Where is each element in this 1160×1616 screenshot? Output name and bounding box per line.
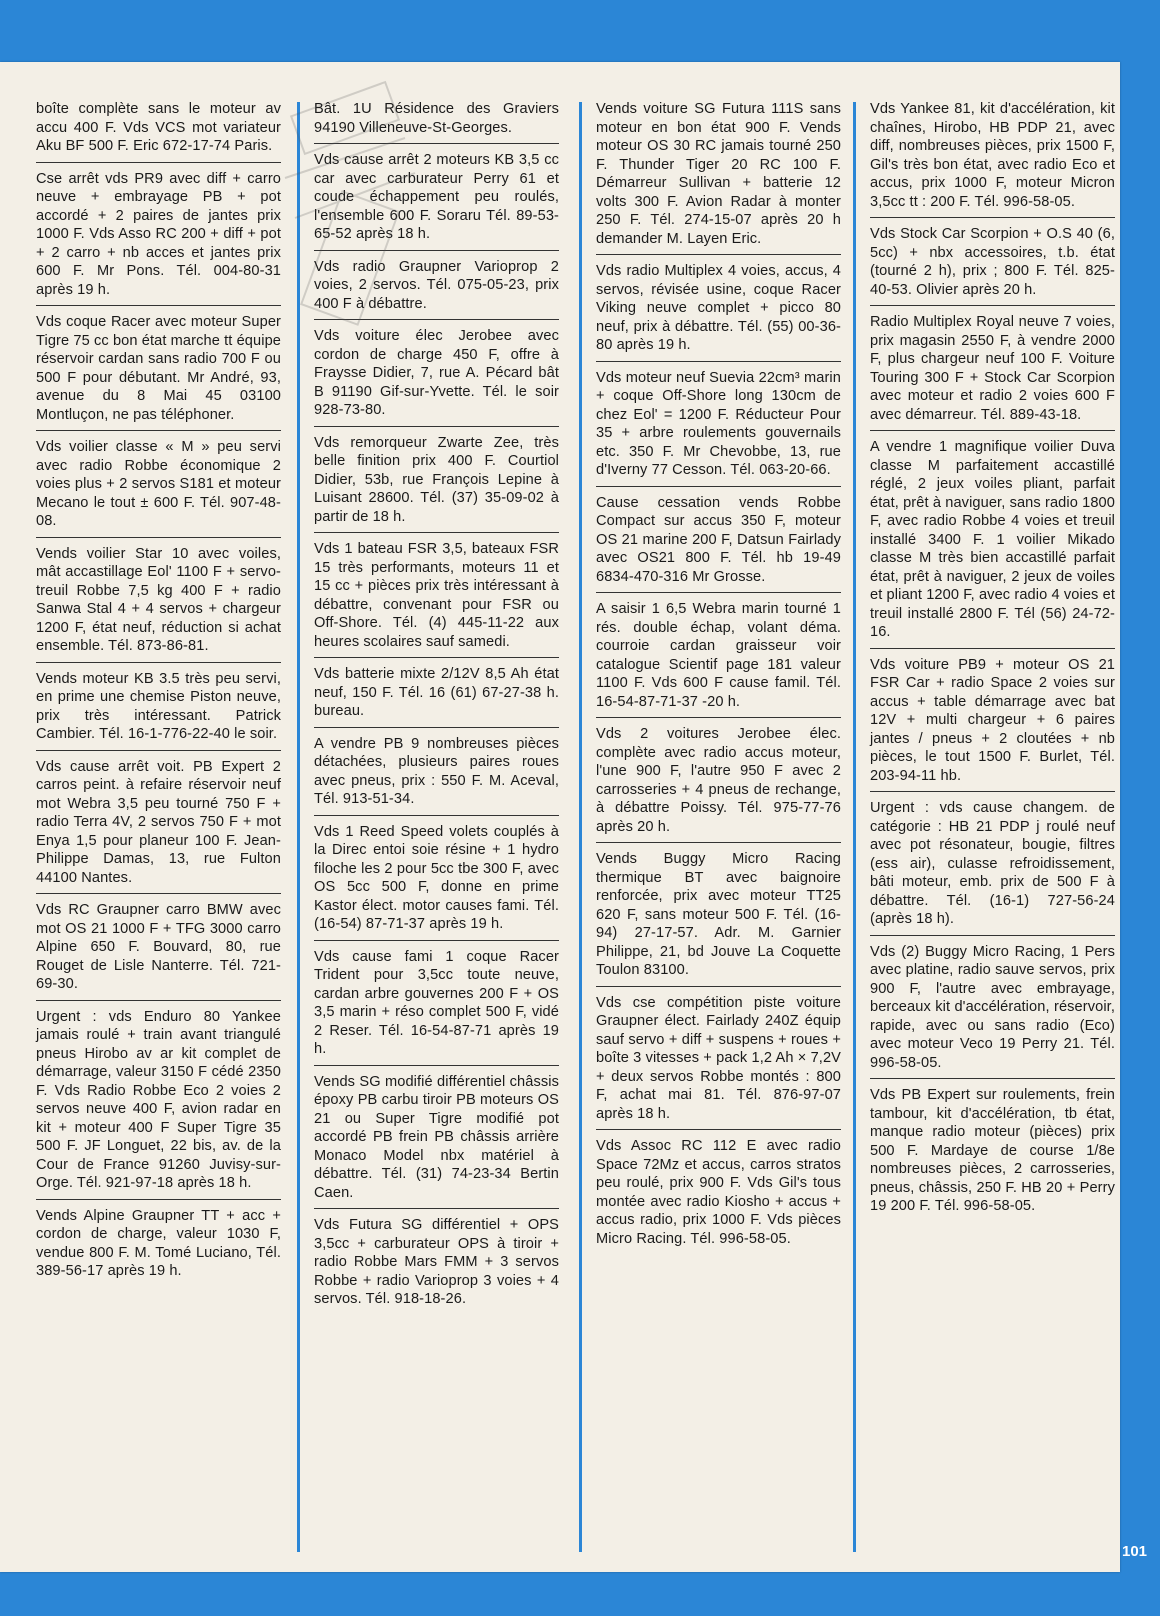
classified-ad: Vds cause fami 1 coque Racer Trident pour 3,5cc toute neuve, cardan arbre gouvernes 200 F + OS 3,5 marin + réso complet 500 F, vidé 2 Reser. Tél. 16-54-87-71 après 19 h.	[314, 946, 559, 1066]
classified-ad: Vds 2 voitures Jerobee élec. complète avec radio accus moteur, l'une 900 F, l'autre 950 F avec 2 carrosseries + 4 pneus de rechange, à débattre Poissy. Tél. 975-77-76 après 20 h.	[596, 723, 841, 843]
column-divider	[297, 102, 300, 1552]
classified-ad: Vds Futura SG différentiel + OPS 3,5cc + carburateur OPS à tiroir + radio Robbe Mars FMM + 3 servos Robbe + radio Varioprop 3 voies + 4 servos. Tél. 918-18-26.	[314, 1217, 559, 1307]
classified-ad: Vds remorqueur Zwarte Zee, très belle finition prix 400 F. Courtiol Didier, 53b, rue François Lepine à Luisant 28600. Tél. (37) 35-09-02 à partir de 18 h.	[314, 432, 559, 534]
classified-ad: Vds moteur neuf Suevia 22cm³ marin + coque Off-Shore long 130cm de chez Eol' = 1200 F. Réducteur Pour 35 + arbre roulements gouvernails etc. 350 F. Mr Chevobbe, 13, rue d'Iverny 77 Cesson. Tél. 063-20-66.	[596, 367, 841, 487]
classified-ad: Urgent : vds cause changem. de catégorie : HB 21 PDP j roulé neuf avec pot résonateur, bougie, filtres (ess air), culasse refroidissement, bâti moteur, emb. prix de 500 F à débattre. Tél. (16-1) 727-56-24 (après 18 h).	[870, 797, 1115, 936]
classified-columns	[36, 98, 1115, 1558]
classified-ad: Urgent : vds Enduro 80 Yankee jamais roulé + train avant triangulé pneus Hirobo av ar kit complet de démarrage, valeur 3150 F cédé 2350 F. Vds Radio Robbe Eco 2 voies 2 servos neuve 400 F, avion radar en kit + moteur 400 F Super Tigre 35 500 F. JF Longuet, 22 bis, av. de la Cour de France 91260 Juvisy-sur-Orge. Tél. 921-97-18 après 18 h.	[36, 1006, 281, 1200]
column-divider	[579, 102, 582, 1552]
column-2	[314, 98, 559, 1320]
classified-ad: A vendre PB 9 nombreuses pièces détachées, plusieurs paires roues avec pneus, prix : 550 F. M. Aceval, Tél. 913-51-34.	[314, 733, 559, 816]
classified-ad: Vds cse compétition piste voiture Graupner élect. Fairlady 240Z équip sauf servo + diff + suspens + roues + boîte 3 vitesses + pack 1,2 Ah × 7,2V + deux servos Robbe montés : 800 F, achat mai 81. Tél. 876-97-07 après 18 h.	[596, 992, 841, 1131]
classified-ad: Vds voiture élec Jerobee avec cordon de charge 450 F, offre à Fraysse Didier, 7, rue A. Pécard bât B 91190 Gif-sur-Yvette. Tél. le soir 928-73-80.	[314, 325, 559, 427]
magazine-page	[0, 62, 1120, 1572]
classified-ad: boîte complète sans le moteur av accu 400 F. Vds VCS mot variateur Aku BF 500 F. Eric 672-17-74 Paris.	[36, 98, 281, 163]
classified-ad: Vends SG modifié différentiel châssis époxy PB carbu tiroir PB moteurs OS 21 ou Super Tigre modifié pot accordé PB frein PB châssis arrière Monaco Model nbx matériel à débattre. Tél. (31) 74-23-34 Bertin Caen.	[314, 1071, 559, 1210]
column-3	[596, 98, 841, 1259]
classified-ad: Vds batterie mixte 2/12V 8,5 Ah état neuf, 150 F. Tél. 16 (61) 67-27-38 h. bureau.	[314, 663, 559, 728]
classified-ad: Vds radio Multiplex 4 voies, accus, 4 servos, révisée usine, coque Racer Viking neuve complet + picco 80 neuf, prix à débattre. Tél. (55) 00-36-80 après 19 h.	[596, 260, 841, 362]
classified-ad: Vends voiture SG Futura 111S sans moteur en bon état 900 F. Vends moteur OS 30 RC jamais tourné 250 F. Thunder Tiger 20 RC 100 F. Démarreur Sullivan + batterie 12 volts 300 F. Avion Radar à monter 250 F. Tél. 274-15-07 après 20 h demander M. Layen Eric.	[596, 98, 841, 255]
classified-ad: Vds Assoc RC 112 E avec radio Space 72Mz et accus, carros stratos peu roulé, prix 900 F. Vds Gil's tous montée avec radio Kiosho + accus + accus radio, prix 1000 F. Vds pièces Micro Racing. Tél. 996-58-05.	[596, 1138, 841, 1247]
column-4	[870, 98, 1115, 1227]
classified-ad: Vds voiture PB9 + moteur OS 21 FSR Car + radio Space 2 voies sur accus + table démarrage avec bat 12V + multi chargeur + 6 paires jantes / pneus + 2 cloutées + nb pièces, le tout 1500 F. Burlet, Tél. 203-94-11 hb.	[870, 654, 1115, 793]
classified-ad: Vds RC Graupner carro BMW avec mot OS 21 1000 F + TFG 3000 carro Alpine 650 F. Bouvard, 80, rue Rouget de Lisle Nanterre. Tél. 721-69-30.	[36, 899, 281, 1001]
classified-ad: A vendre 1 magnifique voilier Duva classe M parfaitement accastillé réglé, 2 jeux voiles pliant, parfait état, prêt à naviguer, sans radio 1800 F, avec radio Robbe 4 voies et treuil installé 3400 F. 1 voilier Mikado classe M très bien accastillé parfait état, prêt à naviguer, 2 jeux de voiles et pliant 1200 F, avec radio 4 voies et treuil installé 2800 F. Tél (56) 24-72-16.	[870, 436, 1115, 649]
classified-ad: Vds cause arrêt voit. PB Expert 2 carros peint. à refaire réservoir neuf mot Webra 3,5 peu tourné 750 F + radio Terra 4V, 2 servos 750 F + mot Enya 1,5 pour planeur 100 F. Jean-Philippe Damas, 13, rue Fulton 44100 Nantes.	[36, 756, 281, 895]
classified-ad: Vds PB Expert sur roulements, frein tambour, kit d'accélération, tb état, manque radio moteur (pièces) prix 500 F. Mardaye de course 1/8e nombreuses pièces, 2 carrosseries, pneus, châssis, 250 F. HB 20 + Perry 19 200 F. Tél. 996-58-05.	[870, 1087, 1115, 1214]
classified-ad: Vds coque Racer avec moteur Super Tigre 75 cc bon état marche tt équipe réservoir cardan sans radio 700 F ou 500 F pour débutant. Mr André, 93, avenue du 8 Mai 45 03100 Montluçon, ne pas téléphoner.	[36, 311, 281, 431]
classified-ad: Vends moteur KB 3.5 très peu servi, en prime une chemise Piston neuve, prix très intéressant. Patrick Cambier. Tél. 16-1-776-22-40 le soir.	[36, 668, 281, 751]
classified-ad: Vds Yankee 81, kit d'accélération, kit chaînes, Hirobo, HB PDP 21, avec diff, nombreuses pièces, prix 1500 F, Gil's très bon état, avec radio Eco et accus, prix 1000 F, moteur Micron 3,5cc tt : 200 F. Tél. 996-58-05.	[870, 98, 1115, 218]
classified-ad: Vds voilier classe « M » peu servi avec radio Robbe économique 2 voies plus + 2 servos S181 et moteur Mecano le tout ± 600 F. Tél. 907-48-08.	[36, 436, 281, 538]
classified-ad: Vds (2) Buggy Micro Racing, 1 Pers avec platine, radio sauve servos, prix 900 F, l'autre avec embrayage, berceaux kit d'accélération, réservoir, rapide, avec ou sans radio (Eco) avec moteur Veco 19 Perry 21. Tél. 996-58-05.	[870, 941, 1115, 1080]
classified-ad: Vends voilier Star 10 avec voiles, mât accastillage Eol' 1100 F + servo-treuil Robbe 7,5 kg 400 F + radio Sanwa Stal 4 + 4 servos + chargeur 1200 F, état neuf, réduction si achat ensemble. Tél. 873-86-81.	[36, 543, 281, 663]
classified-ad: Cse arrêt vds PR9 avec diff + carro neuve + embrayage PB + pot accordé + 2 paires de jantes prix 1000 F. Vds Asso RC 200 + diff + pot + 2 carro + nb acces et jantes prix 600 F. Mr Pons. Tél. 004-80-31 après 19 h.	[36, 168, 281, 307]
classified-ad: Vds 1 Reed Speed volets couplés à la Direc entoi soie résine + 1 hydro filoche les 2 pour 5cc tbe 300 F, avec OS 5cc 500 F, donne en prime Kastor élect. motor causes fami. Tél. (16-54) 87-71-37 après 19 h.	[314, 821, 559, 941]
classified-ad: Cause cessation vends Robbe Compact sur accus 350 F, moteur OS 21 marine 200 F, Datsun Fairlady avec OS21 800 F. Tél. hb 19-49 6834-470-316 Mr Grosse.	[596, 492, 841, 594]
classified-ad: Bât. 1U Résidence des Graviers 94190 Villeneuve-St-Georges.	[314, 98, 559, 144]
classified-ad: Vends Alpine Graupner TT + acc + cordon de charge, valeur 1030 F, vendue 800 F. M. Tomé Luciano, Tél. 389-56-17 après 19 h.	[36, 1207, 281, 1279]
page-number: 101	[1122, 1543, 1148, 1560]
classified-ad: Vds Stock Car Scorpion + O.S 40 (6, 5cc) + nbx accessoires, t.b. état (tourné 2 h), prix ; 800 F. Tél. 825-40-53. Olivier après 20 h.	[870, 223, 1115, 306]
classified-ad: Vends Buggy Micro Racing thermique BT avec baignoire renforcée, prix avec moteur TT25 620 F, sans moteur 500 F. Tél. (16-94) 27-17-57. Adr. M. Garnier Philippe, 21, bd Jouve La Coquette Toulon 83100.	[596, 848, 841, 987]
classified-ad: A saisir 1 6,5 Webra marin tourné 1 rés. double échap, volant déma. courroie cardan graisseur voir catalogue Scientif page 181 valeur 1100 F. Vds 600 F cause famil. Tél. 16-54-87-71-37 -20 h.	[596, 598, 841, 718]
column-1	[36, 98, 281, 1292]
classified-ad: Vds cause arrêt 2 moteurs KB 3,5 cc car avec carburateur Perry 61 et coude échappement peu roulés, l'ensemble 600 F. Soraru Tél. 89-53-65-52 après 18 h.	[314, 149, 559, 251]
classified-ad: Vds 1 bateau FSR 3,5, bateaux FSR 15 très performants, moteurs 11 et 15 cc + pièces prix très intéressant à débattre, convenant pour FSR ou Off-Shore. Tél. (4) 445-11-22 aux heures scolaires sauf samedi.	[314, 538, 559, 658]
classified-ad: Vds radio Graupner Varioprop 2 voies, 2 servos. Tél. 075-05-23, prix 400 F à débattre.	[314, 256, 559, 321]
column-divider	[853, 102, 856, 1552]
classified-ad: Radio Multiplex Royal neuve 7 voies, prix magasin 2550 F, à vendre 2000 F, plus chargeur neuf 100 F. Voiture Touring 300 F + Stock Car Scorpion avec moteur et radio 2 voies 600 F avec démarreur. Tél. 889-43-18.	[870, 311, 1115, 431]
